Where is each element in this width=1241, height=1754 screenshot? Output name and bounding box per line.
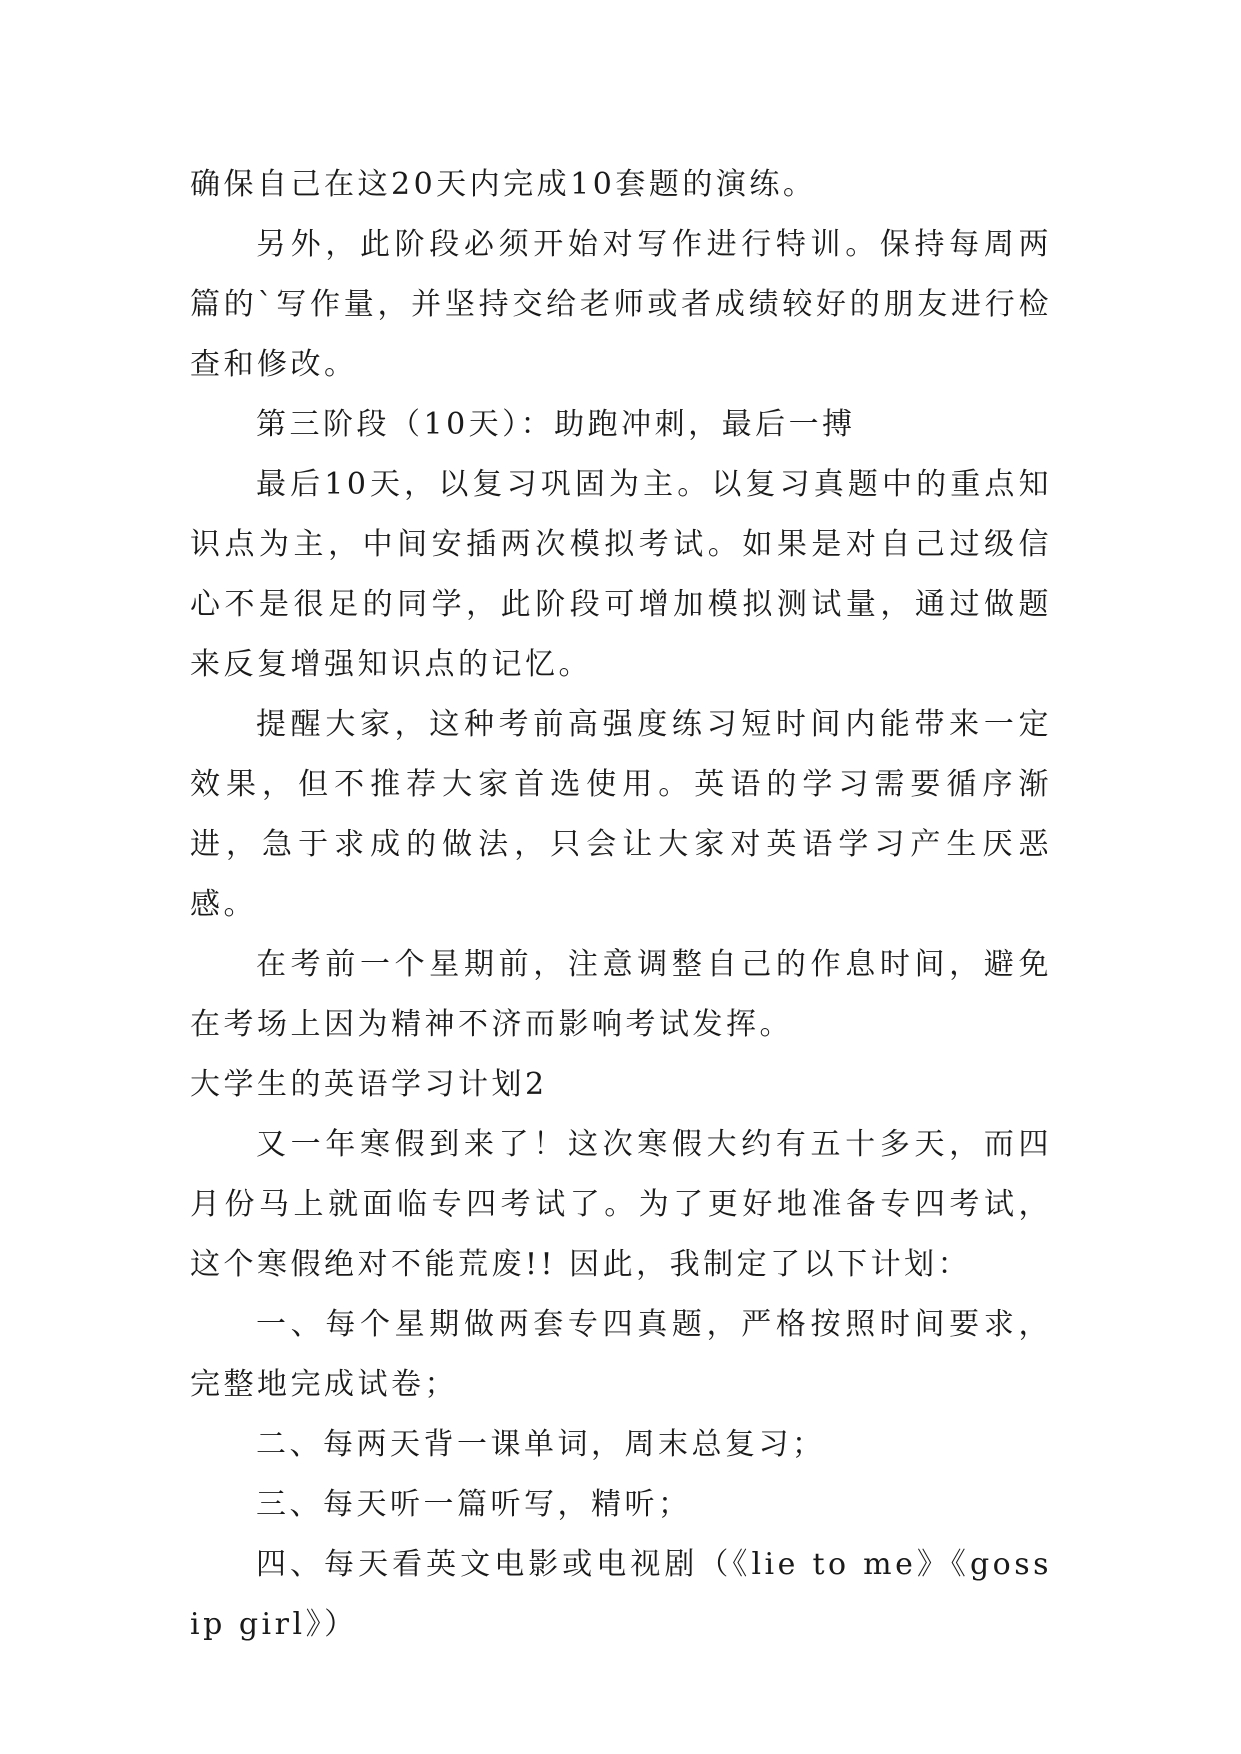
paragraph-2: 另外，此阶段必须开始对写作进行特训。保持每周两篇的`写作量，并坚持交给老师或者成绩较好的朋友进行检查和修改。: [190, 227, 1052, 382]
paragraph-1: 确保自己在这20天内完成10套题的演练。: [190, 167, 817, 202]
plan-item-4: 四、每天看英文电影或电视剧（《lie to me》《gossip girl》）: [190, 1547, 1052, 1642]
document-body: [190, 155, 1052, 1655]
paragraph-6: 又一年寒假到来了！这次寒假大约有五十多天，而四月份马上就面临专四考试了。为了更好地准备专四考试，这个寒假绝对不能荒废!! 因此，我制定了以下计划：: [190, 1127, 1052, 1282]
paragraph-5: 在考前一个星期前，注意调整自己的作息时间，避免在考场上因为精神不济而影响考试发挥。: [190, 947, 1052, 1042]
plan-item-1: 一、每个星期做两套专四真题，严格按照时间要求，完整地完成试卷；: [190, 1307, 1052, 1402]
section-heading-stage-3: 第三阶段（10天）：助跑冲刺，最后一搏: [256, 407, 856, 442]
plan-item-2: 二、每两天背一课单词，周末总复习；: [256, 1427, 826, 1462]
paragraph-4: 提醒大家，这种考前高强度练习短时间内能带来一定效果，但不推荐大家首选使用。英语的学习需要循序渐进，急于求成的做法，只会让大家对英语学习产生厌恶感。: [190, 707, 1052, 922]
plan-item-3: 三、每天听一篇听写，精听；: [256, 1487, 692, 1522]
paragraph-3: 最后10天，以复习巩固为主。以复习真题中的重点知识点为主，中间安插两次模拟考试。如果是对自己过级信心不是很足的同学，此阶段可增加模拟测试量，通过做题来反复增强知识点的记忆。: [190, 467, 1052, 682]
article-title-2: 大学生的英语学习计划2: [190, 1067, 548, 1102]
